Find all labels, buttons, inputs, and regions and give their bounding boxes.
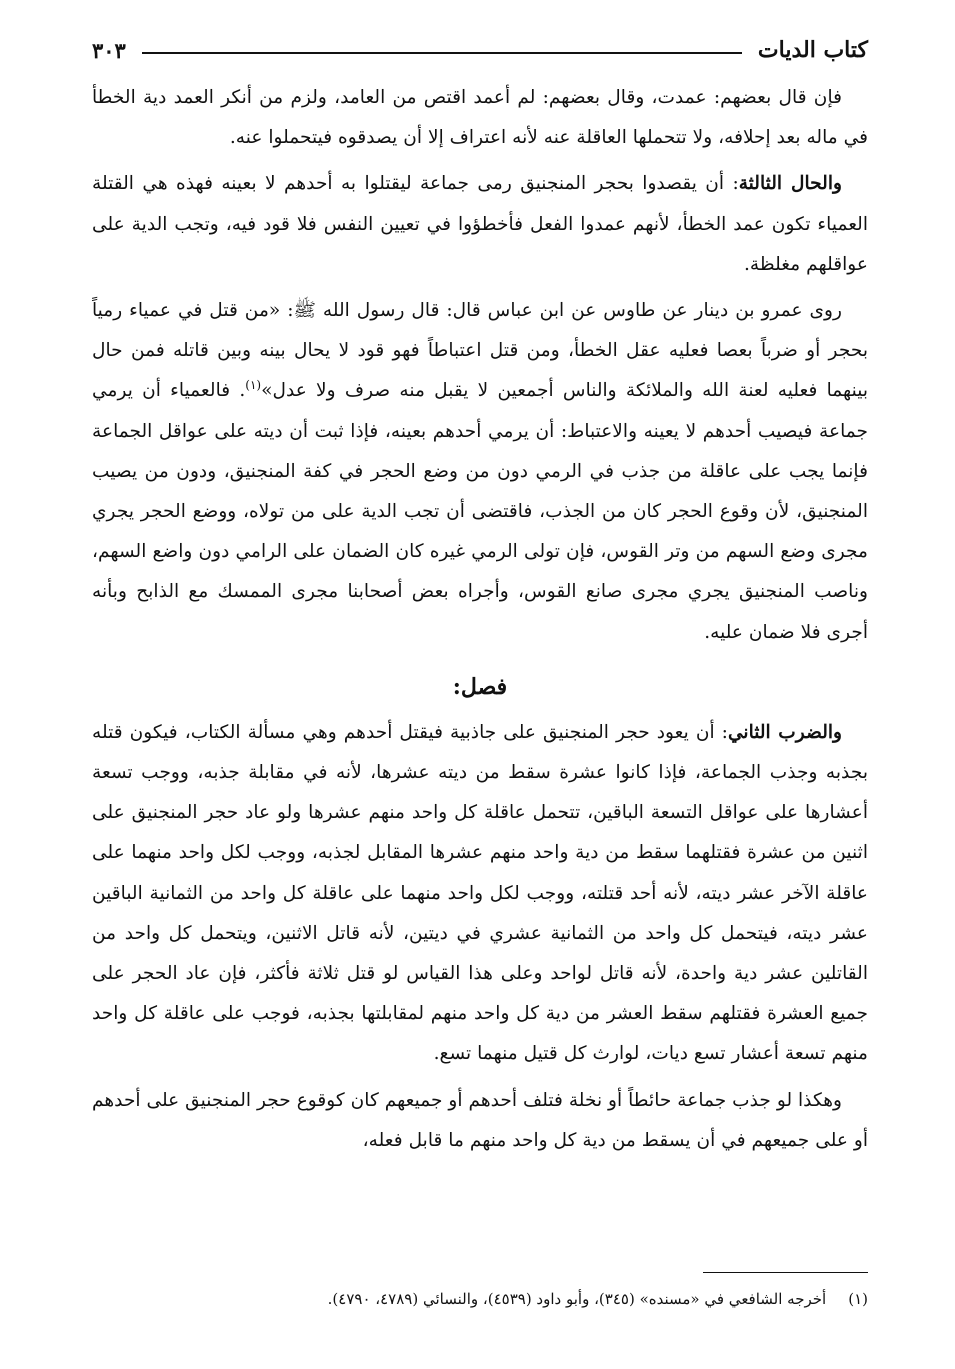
paragraph-3 bbox=[92, 291, 868, 653]
paragraph-4 bbox=[92, 713, 868, 1075]
paragraph-3-text-b: . فالعمياء أن يرمي جماعة فيصيب أحدهم لا يعينه والاعتباط: أن يرمي أحدهم بعينه، فإذا ثبت أن ديته على عواقل الجماعة فإنما يجب على عاقلة من جذب في الرمي دون من وضع الحجر في كفة المنجنيق، ودون من يصيب المنجنيق، لأن وقوع الحجر كان من الجذب، فاقتضى أن تجب الدية على من تولاه، ووضع الحجر يجري مجرى وضع السهم من وتر القوس، فإن تولى الرمي غيره كان الضمان على الرامي دون واضع السهم، وناصب المنجنيق يجري مجرى صانع القوس، وأجراه بعض أصحابنا مجرى الممسك مع الذابح وبأنه أجرى فلا ضمان عليه. bbox=[92, 380, 868, 643]
paragraph-2-text: : أن يقصدوا بحجر المنجنيق رمى جماعة ليقتلوا به أحدهم لا بعينه فهذه هي القتلة العمياء تكون عمد الخطأ، لأنهم عمدوا الفعل فأخطؤوا في تعيين النفس فلا قود فيه، وتجب الدية على عواقلهم مغلظة. bbox=[92, 173, 868, 275]
paragraph-3-text-a: روى عمرو بن دينار عن طاوس عن ابن عباس قال: قال رسول الله ﷺ: «من قتل في عمياء رمياً بحجر أو ضرباً بعصا فعليه عقل الخطأ، ومن قتل اعتباطاً فهو قود لا يحال بينه وبين قاتله فمن حال بينهما فعليه لعنة الله والملائكة والناس أجمعين لا يقبل منه صرف ولا عدل» bbox=[92, 300, 868, 402]
section-heading: فصل: bbox=[452, 673, 508, 700]
running-header bbox=[92, 28, 868, 72]
paragraph-5-text: وهكذا لو جذب جماعة حائطاً أو نخلة فتلف أحدهم أو جميعهم كان كوقوع حجر المنجنيق على أحدهم أو على جميعهم في أن يسقط من دية كل واحد منهم ما قابل فعله، bbox=[92, 1089, 868, 1151]
book-page bbox=[92, 28, 868, 1167]
footnote-number: (١) bbox=[848, 1290, 868, 1308]
footnote-rule bbox=[703, 1272, 868, 1273]
header-rule bbox=[142, 52, 742, 54]
paragraph-4-text: : أن يعود حجر المنجنيق على جاذبية فيقتل أحدهم وهي مسألة الكتاب، فيكون قتله بجذبه وجذب الجماعة، فإذا كانوا عشرة سقط من ديته عشرها، لأنه في مقابلة جذبه، ووجب تسعة أعشارها على عواقل التسعة الباقين، تتحمل عاقلة كل واحد منهم عشرها ولو عاد حجر المنجنيق على اثنين من عشرة فقتلهما سقط من دية واحد منهم عشرها المقابل لجذبه، ووجب لكل واحد منهما على عاقلة الآخر عشر ديته، لأنه أحد قتلته، ووجب لكل واحد منهما على عاقلة كل واحد من الثمانية الباقين عشر ديته، فيتحمل كل واحد من الثمانية عشري في ديتين، لأنه قاتل الاثنين، ويتحمل كل واحد من القاتلين عشر دية واحدة، لأنه قاتل لواحد وعلى هذا القياس لو قتل ثلاثة فأكثر، فإن عاد الحجر على جميع العشرة فقتلهم سقط العشر من دية كل واحد منهم لمقابلتها بجذبه، فوجب على عاقلة كل واحد منهم تسعة أعشار تسع ديات، لوارث كل قتيل منهما تسع. bbox=[92, 721, 868, 1065]
book-title: كتاب الديات bbox=[757, 37, 868, 63]
footnote-text: أخرجه الشافعي في «مسنده» (٣٤٥)، وأبو داود (٤٥٣٩)، والنسائي (٤٧٨٩، ٤٧٩٠). bbox=[327, 1290, 827, 1308]
page-number: ٣٠٣ bbox=[92, 37, 126, 63]
footnote bbox=[92, 1287, 868, 1311]
paragraph-2 bbox=[92, 164, 868, 285]
paragraph-2-lead: والحال الثالثة bbox=[738, 173, 842, 195]
paragraph-5 bbox=[92, 1081, 868, 1161]
footnote-ref[interactable]: (١) bbox=[245, 378, 262, 393]
paragraph-1-text: فإن قال بعضهم: عمدت، وقال بعضهم: لم أعمد اقتص من العامد، ولزم من أنكر العمد دية الخطأ في ماله بعد إحلافه، ولا تتحملها العاقلة عنه لأنه اعتراف إلا أن يصدقوه فيتحملوا عنه. bbox=[92, 87, 868, 149]
paragraph-4-lead: والضرب الثاني bbox=[727, 721, 843, 743]
footnote-area bbox=[92, 1272, 868, 1311]
paragraph-1 bbox=[92, 78, 868, 158]
page-body bbox=[92, 78, 868, 1161]
